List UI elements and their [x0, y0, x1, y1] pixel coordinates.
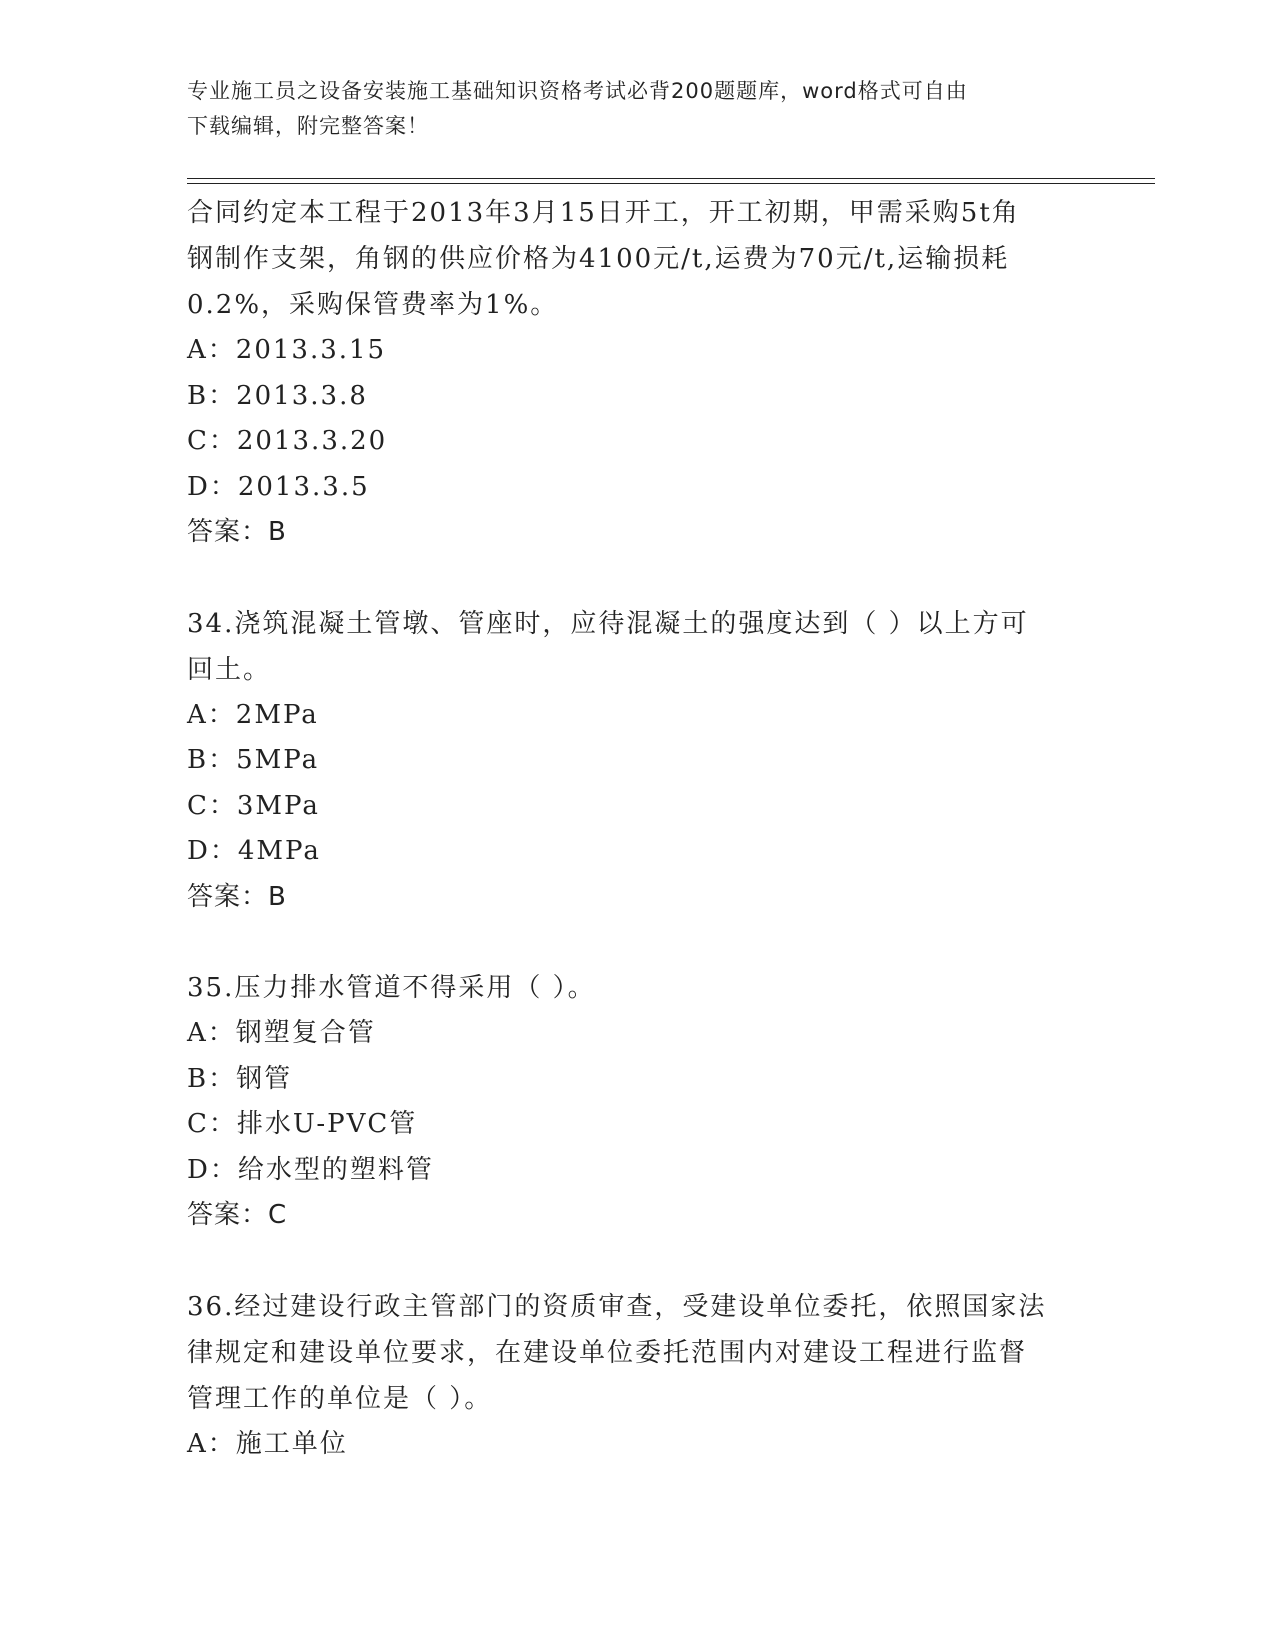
option-a: A：钢塑复合管 [187, 1018, 376, 1048]
question-block [187, 601, 1087, 921]
question-text-line: 合同约定本工程于2013年3月15日开工，开工初期，甲需采购5t角 [187, 198, 1020, 228]
header-title-line-2: 下载编辑，附完整答案！ [187, 114, 429, 138]
header-divider-top [187, 178, 1155, 179]
question-text-line: 回土。 [187, 654, 272, 685]
question-spacer [187, 556, 1087, 601]
option-a: A：施工单位 [187, 1428, 348, 1459]
answer-line: 答案：B [187, 517, 287, 547]
option-c: C：排水U-PVC管 [187, 1109, 418, 1139]
question-list [187, 190, 1087, 1467]
option-b: B：钢管 [187, 1063, 293, 1094]
question-text-line: 钢制作支架，角钢的供应价格为4100元/t,运费为70元/t,运输损耗 [187, 244, 1010, 274]
question-text-line: 35.压力排水管道不得采用（ ）。 [187, 973, 596, 1003]
answer-line: 答案：C [187, 1200, 288, 1230]
header-title-line-1: 专业施工员之设备安装施工基础知识资格考试必背200题题库，word格式可自由 [187, 79, 968, 103]
question-text [187, 190, 1087, 328]
option-a: A：2013.3.15 [187, 335, 387, 365]
document-header [187, 74, 1067, 144]
question-text-line: 34.浇筑混凝土管墩、管座时，应待混凝土的强度达到（ ）以上方可 [187, 608, 1029, 639]
option-b: B：5MPa [187, 745, 320, 775]
option-d: D：2013.3.5 [187, 471, 370, 502]
option-a: A：2MPa [187, 699, 319, 730]
question-text-line: 律规定和建设单位要求，在建设单位委托范围内对建设工程进行监督 [187, 1337, 1028, 1368]
question-text [187, 601, 1087, 693]
option-b: B：2013.3.8 [187, 380, 368, 411]
answer-line: 答案：B [187, 881, 287, 912]
option-d: D：给水型的塑料管 [187, 1154, 434, 1185]
question-block [187, 1284, 1087, 1468]
question-text-line: 0.2%，采购保管费率为1%。 [187, 290, 559, 320]
question-spacer [187, 920, 1087, 965]
header-divider-bottom [187, 183, 1155, 184]
option-d: D：4MPa [187, 836, 321, 866]
option-c: C：2013.3.20 [187, 426, 388, 456]
question-text [187, 1284, 1087, 1422]
question-block [187, 190, 1087, 556]
question-block [187, 965, 1087, 1239]
question-text-line: 36.经过建设行政主管部门的资质审查，受建设单位委托，依照国家法 [187, 1291, 1047, 1322]
question-text-line: 管理工作的单位是（ ）。 [187, 1383, 493, 1414]
question-spacer [187, 1239, 1087, 1284]
option-c: C：3MPa [187, 790, 320, 821]
question-text [187, 965, 1087, 1011]
